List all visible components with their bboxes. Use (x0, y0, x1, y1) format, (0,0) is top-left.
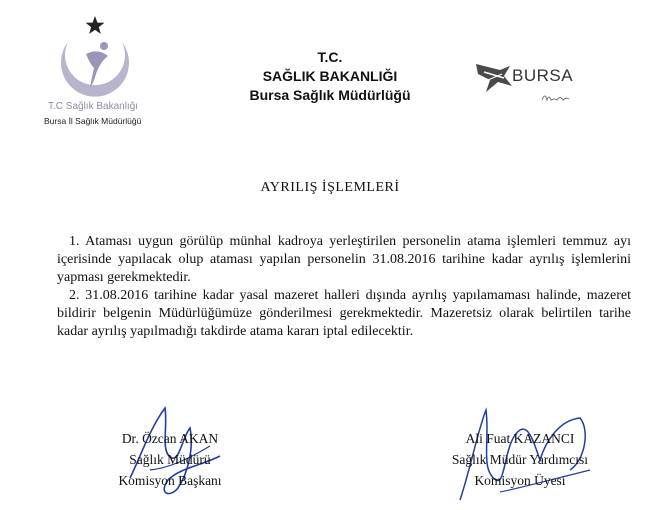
signer-role: Sağlık Müdür Yardımcısı (451, 452, 589, 467)
header-line: SAĞLIK BAKANLIĞI (262, 68, 398, 84)
header-line: Bursa Sağlık Müdürlüğü (249, 87, 411, 103)
letterhead-header (200, 48, 460, 105)
signer-committee-role: Komisyon Başkanı (118, 473, 222, 488)
paragraph: 2. 31.08.2016 tarihine kadar yasal mazeret halleri dışında ayrılış yapılamaması halinde, mazeret bildirir belgenin Müdürlüğümüze gönderilmesi gerekmektedir. Mazeretsiz olarak belirtilen tarihe kadar ayrılış yapılmadığı takdirde atama kararı iptal edilecektir. (57, 288, 631, 339)
document-body (57, 233, 631, 341)
bursa-logo (470, 52, 610, 112)
ministry-name: T.C Sağlık Bakanlığı (48, 101, 139, 112)
department-name: Bursa İl Sağlık Müdürlüğü (44, 116, 142, 126)
ministry-logo (40, 10, 160, 128)
signer-name: Dr. Özcan AKAN (121, 431, 219, 446)
paragraph: 1. Ataması uygun görülüp münhal kadroya yerleştirilen personelin atama işlemleri temmuz ayı içerisinde yapılacak olup ataması yapılan personelin 31.08.2016 tarihine kadar ayrılış işlemlerini yapması gerekmektedir. (57, 234, 631, 285)
signature-block-right (420, 428, 620, 491)
signer-committee-role: Komisyon Üyesi (474, 473, 566, 488)
header-line: T.C. (317, 49, 343, 65)
bursa-brand-text: BURSA (512, 66, 574, 85)
bursa-script-icon (470, 52, 610, 112)
document-title: AYRILIŞ İŞLEMLERİ (260, 180, 400, 195)
signer-role: Sağlık Müdürü (129, 452, 211, 467)
signer-name: Ali Fuat KAZANCI (465, 431, 575, 446)
signature-block-left (95, 428, 245, 491)
crescent-star-icon (40, 10, 160, 102)
